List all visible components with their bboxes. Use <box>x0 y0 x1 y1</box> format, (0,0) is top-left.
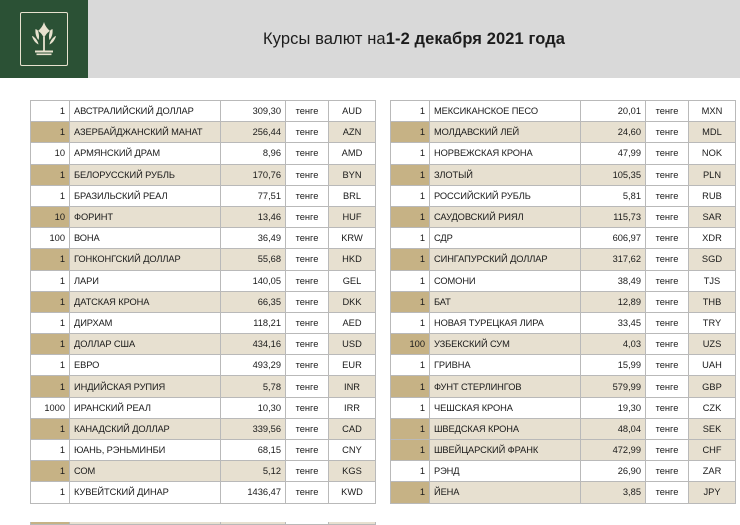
table-row <box>391 334 736 355</box>
currency-name: ФОРИНТ <box>70 206 221 227</box>
currency-units: 1 <box>391 397 430 418</box>
currency-units: 1 <box>31 312 70 333</box>
currency-name: ФУНТ СТЕРЛИНГОВ <box>430 376 581 397</box>
currency-code: ZAR <box>689 461 736 482</box>
currency-unit-label: тенге <box>646 355 689 376</box>
table-row <box>391 101 736 122</box>
currency-rate: 38,49 <box>581 270 646 291</box>
currency-name: ЗЛОТЫЙ <box>430 164 581 185</box>
table-row <box>31 376 376 397</box>
currency-name: ЧЕШСКАЯ КРОНА <box>430 397 581 418</box>
table-row <box>31 355 376 376</box>
currency-name: САУДОВСКИЙ РИЯЛ <box>430 206 581 227</box>
currency-unit-label: тенге <box>646 461 689 482</box>
currency-rate: 493,29 <box>221 355 286 376</box>
currency-unit-label: тенге <box>286 249 329 270</box>
currency-unit-label: тенге <box>286 164 329 185</box>
currency-rate: 12,89 <box>581 291 646 312</box>
currency-code: JPY <box>689 482 736 503</box>
currency-units: 1 <box>31 101 70 122</box>
national-bank-logo-icon <box>20 12 68 66</box>
currency-name: БАТ <box>430 291 581 312</box>
currency-name: АЗЕРБАЙДЖАНСКИЙ МАНАТ <box>70 122 221 143</box>
currency-units: 1 <box>31 355 70 376</box>
currency-code: CZK <box>689 397 736 418</box>
currency-code: NOK <box>689 143 736 164</box>
currency-rate: 55,68 <box>221 249 286 270</box>
currency-rate: 66,35 <box>221 291 286 312</box>
currency-rate: 170,76 <box>221 164 286 185</box>
currency-unit-label: тенге <box>646 482 689 503</box>
currency-name: КАНАДСКИЙ ДОЛЛАР <box>70 418 221 439</box>
currency-name: АВСТРАЛИЙСКИЙ ДОЛЛАР <box>70 101 221 122</box>
currency-units: 1 <box>391 461 430 482</box>
page-header <box>0 0 740 78</box>
currency-unit-label: тенге <box>286 482 329 503</box>
table-row <box>391 376 736 397</box>
table-row <box>391 440 736 461</box>
currency-unit-label: тенге <box>646 122 689 143</box>
currency-name: УЗБЕКСКИЙ СУМ <box>430 334 581 355</box>
currency-unit-label: тенге <box>286 418 329 439</box>
currency-units: 1 <box>391 376 430 397</box>
currency-rate: 36,49 <box>221 228 286 249</box>
table-row <box>31 270 376 291</box>
currency-units: 100 <box>391 334 430 355</box>
currency-name: НОРВЕЖСКАЯ КРОНА <box>430 143 581 164</box>
table-row <box>31 122 376 143</box>
currency-units: 1 <box>391 418 430 439</box>
currency-units: 10 <box>31 206 70 227</box>
currency-rate: 105,35 <box>581 164 646 185</box>
table-row <box>391 312 736 333</box>
currency-name: ДИРХАМ <box>70 312 221 333</box>
currency-units: 1 <box>31 376 70 397</box>
currency-rate: 309,30 <box>221 101 286 122</box>
currency-name: ЮАНЬ, РЭНЬМИНБИ <box>70 440 221 461</box>
currency-rate: 5,81 <box>581 185 646 206</box>
currency-code: AZN <box>329 122 376 143</box>
currency-unit-label: тенге <box>646 228 689 249</box>
currency-units: 1 <box>391 482 430 503</box>
table-row <box>391 185 736 206</box>
currency-name: АРМЯНСКИЙ ДРАМ <box>70 143 221 164</box>
currency-units: 1 <box>31 164 70 185</box>
logo-block <box>0 0 88 78</box>
currency-unit-label: тенге <box>646 312 689 333</box>
currency-unit-label: тенге <box>286 334 329 355</box>
table-row <box>391 164 736 185</box>
currency-rate: 434,16 <box>221 334 286 355</box>
currency-code: TJS <box>689 270 736 291</box>
currency-code: CHF <box>689 440 736 461</box>
currency-units: 1 <box>391 270 430 291</box>
currency-units: 1 <box>391 143 430 164</box>
rates-table-left <box>30 100 363 525</box>
currency-unit-label: тенге <box>286 376 329 397</box>
table-row <box>31 249 376 270</box>
currency-code: HKD <box>329 249 376 270</box>
currency-units: 1 <box>391 249 430 270</box>
table-row <box>391 228 736 249</box>
rates-table-right <box>390 100 723 504</box>
currency-name: СОМОНИ <box>430 270 581 291</box>
rates-tables <box>0 100 740 500</box>
currency-code: THB <box>689 291 736 312</box>
page-title-prefix: Курсы валют на <box>262 29 386 48</box>
currency-rate: 68,15 <box>221 440 286 461</box>
currency-unit-label: тенге <box>646 376 689 397</box>
currency-units: 1 <box>31 291 70 312</box>
currency-name: ИРАНСКИЙ РЕАЛ <box>70 397 221 418</box>
currency-unit-label: тенге <box>286 101 329 122</box>
currency-unit-label: тенге <box>646 185 689 206</box>
currency-unit-label: тенге <box>646 440 689 461</box>
currency-code: TRY <box>689 312 736 333</box>
currency-code: KWD <box>329 482 376 503</box>
currency-name: СИНГАПУРСКИЙ ДОЛЛАР <box>430 249 581 270</box>
currency-rate: 118,21 <box>221 312 286 333</box>
currency-units: 1 <box>31 461 70 482</box>
currency-code: AUD <box>329 101 376 122</box>
currency-rate: 48,04 <box>581 418 646 439</box>
currency-name: РЭНД <box>430 461 581 482</box>
currency-code: AMD <box>329 143 376 164</box>
currency-name: МЕКСИКАНСКОЕ ПЕСО <box>430 101 581 122</box>
currency-units: 1 <box>31 482 70 503</box>
currency-unit-label: тенге <box>646 334 689 355</box>
currency-unit-label: тенге <box>286 440 329 461</box>
currency-units: 1 <box>391 185 430 206</box>
currency-code: UZS <box>689 334 736 355</box>
currency-code: SAR <box>689 206 736 227</box>
currency-code: AED <box>329 312 376 333</box>
table-row <box>31 397 376 418</box>
currency-code: CAD <box>329 418 376 439</box>
table-row <box>31 228 376 249</box>
table-row <box>391 270 736 291</box>
table-row <box>31 334 376 355</box>
table-row <box>31 164 376 185</box>
currency-unit-label: тенге <box>286 206 329 227</box>
currency-unit-label: тенге <box>646 101 689 122</box>
currency-name: ЙЕНА <box>430 482 581 503</box>
currency-code: GEL <box>329 270 376 291</box>
currency-unit-label: тенге <box>286 397 329 418</box>
currency-rate: 317,62 <box>581 249 646 270</box>
currency-name: БРАЗИЛЬСКИЙ РЕАЛ <box>70 185 221 206</box>
currency-rate: 20,01 <box>581 101 646 122</box>
currency-code: GBP <box>689 376 736 397</box>
table-row <box>391 122 736 143</box>
currency-unit-label: тенге <box>286 270 329 291</box>
currency-units: 10 <box>31 143 70 164</box>
table-row <box>391 291 736 312</box>
currency-unit-label: тенге <box>646 249 689 270</box>
currency-rate: 579,99 <box>581 376 646 397</box>
currency-name: ШВЕДСКАЯ КРОНА <box>430 418 581 439</box>
currency-rate: 47,99 <box>581 143 646 164</box>
footer-strip <box>0 504 740 522</box>
currency-rate: 33,45 <box>581 312 646 333</box>
currency-code: CNY <box>329 440 376 461</box>
table-row <box>391 355 736 376</box>
currency-units: 1 <box>391 312 430 333</box>
currency-unit-label: тенге <box>646 291 689 312</box>
currency-name: ГРИВНА <box>430 355 581 376</box>
currency-rate: 10,30 <box>221 397 286 418</box>
currency-rate: 1436,47 <box>221 482 286 503</box>
currency-rate: 3,85 <box>581 482 646 503</box>
currency-units: 100 <box>31 228 70 249</box>
currency-units: 1 <box>31 185 70 206</box>
currency-name: ВОНА <box>70 228 221 249</box>
rates-left-body <box>31 101 376 525</box>
currency-name: ШВЕЙЦАРСКИЙ ФРАНК <box>430 440 581 461</box>
currency-unit-label: тенге <box>646 270 689 291</box>
currency-unit-label: тенге <box>286 291 329 312</box>
table-row <box>31 440 376 461</box>
currency-rate: 606,97 <box>581 228 646 249</box>
currency-unit-label: тенге <box>286 185 329 206</box>
currency-units: 1 <box>391 206 430 227</box>
currency-rate: 26,90 <box>581 461 646 482</box>
table-row <box>391 249 736 270</box>
currency-units: 1 <box>31 334 70 355</box>
currency-code: SEK <box>689 418 736 439</box>
currency-units: 1 <box>391 101 430 122</box>
currency-code: INR <box>329 376 376 397</box>
currency-unit-label: тенге <box>646 397 689 418</box>
currency-units: 1 <box>31 270 70 291</box>
currency-name: ЛАРИ <box>70 270 221 291</box>
table-row <box>391 461 736 482</box>
currency-code: MDL <box>689 122 736 143</box>
currency-unit-label: тенге <box>286 461 329 482</box>
currency-code: RUB <box>689 185 736 206</box>
currency-unit-label: тенге <box>286 312 329 333</box>
currency-code: BRL <box>329 185 376 206</box>
currency-rate: 5,78 <box>221 376 286 397</box>
table-row <box>391 482 736 503</box>
currency-code: KGS <box>329 461 376 482</box>
page-title <box>88 0 740 78</box>
currency-units: 1 <box>31 249 70 270</box>
currency-unit-label: тенге <box>646 206 689 227</box>
currency-name: СДР <box>430 228 581 249</box>
table-row <box>391 143 736 164</box>
currency-units: 1 <box>391 355 430 376</box>
currency-name: СОМ <box>70 461 221 482</box>
table-row <box>31 312 376 333</box>
currency-code: UAH <box>689 355 736 376</box>
currency-unit-label: тенге <box>286 122 329 143</box>
rates-right-body <box>391 101 736 504</box>
page-title-date: 1-2 декабря 2021 года <box>385 29 566 48</box>
table-row <box>31 101 376 122</box>
currency-rate: 339,56 <box>221 418 286 439</box>
currency-rate: 8,96 <box>221 143 286 164</box>
currency-name: ГОНКОНГСКИЙ ДОЛЛАР <box>70 249 221 270</box>
currency-name: ДАТСКАЯ КРОНА <box>70 291 221 312</box>
currency-name: ДОЛЛАР США <box>70 334 221 355</box>
currency-code: MXN <box>689 101 736 122</box>
currency-unit-label: тенге <box>286 228 329 249</box>
currency-rate: 256,44 <box>221 122 286 143</box>
currency-rate: 140,05 <box>221 270 286 291</box>
currency-rate: 115,73 <box>581 206 646 227</box>
currency-rate: 5,12 <box>221 461 286 482</box>
currency-code: SGD <box>689 249 736 270</box>
currency-unit-label: тенге <box>646 164 689 185</box>
currency-name: ИНДИЙСКАЯ РУПИЯ <box>70 376 221 397</box>
currency-units: 1 <box>391 122 430 143</box>
currency-units: 1 <box>31 440 70 461</box>
currency-units: 1 <box>391 440 430 461</box>
currency-rate: 15,99 <box>581 355 646 376</box>
currency-rate: 24,60 <box>581 122 646 143</box>
table-row <box>31 291 376 312</box>
currency-name: МОЛДАВСКИЙ ЛЕЙ <box>430 122 581 143</box>
table-row <box>31 206 376 227</box>
currency-rate: 77,51 <box>221 185 286 206</box>
table-row <box>31 482 376 503</box>
currency-rate: 19,30 <box>581 397 646 418</box>
currency-rate: 13,46 <box>221 206 286 227</box>
currency-name: КУВЕЙТСКИЙ ДИНАР <box>70 482 221 503</box>
currency-units: 1000 <box>31 397 70 418</box>
currency-unit-label: тенге <box>646 418 689 439</box>
table-row <box>391 206 736 227</box>
currency-unit-label: тенге <box>286 355 329 376</box>
currency-name: ЕВРО <box>70 355 221 376</box>
currency-name: РОССИЙСКИЙ РУБЛЬ <box>430 185 581 206</box>
currency-code: USD <box>329 334 376 355</box>
currency-unit-label: тенге <box>286 143 329 164</box>
currency-units: 1 <box>31 418 70 439</box>
currency-code: KRW <box>329 228 376 249</box>
table-row <box>391 418 736 439</box>
currency-name: НОВАЯ ТУРЕЦКАЯ ЛИРА <box>430 312 581 333</box>
currency-name: БЕЛОРУССКИЙ РУБЛЬ <box>70 164 221 185</box>
currency-rate: 472,99 <box>581 440 646 461</box>
currency-code: BYN <box>329 164 376 185</box>
currency-code: XDR <box>689 228 736 249</box>
currency-code: HUF <box>329 206 376 227</box>
currency-units: 1 <box>391 291 430 312</box>
currency-code: PLN <box>689 164 736 185</box>
table-row <box>31 461 376 482</box>
currency-units: 1 <box>391 164 430 185</box>
currency-code: EUR <box>329 355 376 376</box>
table-row <box>31 185 376 206</box>
currency-code: DKK <box>329 291 376 312</box>
table-row <box>31 143 376 164</box>
table-row <box>31 418 376 439</box>
currency-rate: 4,03 <box>581 334 646 355</box>
currency-code: IRR <box>329 397 376 418</box>
currency-unit-label: тенге <box>646 143 689 164</box>
currency-units: 1 <box>391 228 430 249</box>
currency-units: 1 <box>31 122 70 143</box>
table-row <box>391 397 736 418</box>
